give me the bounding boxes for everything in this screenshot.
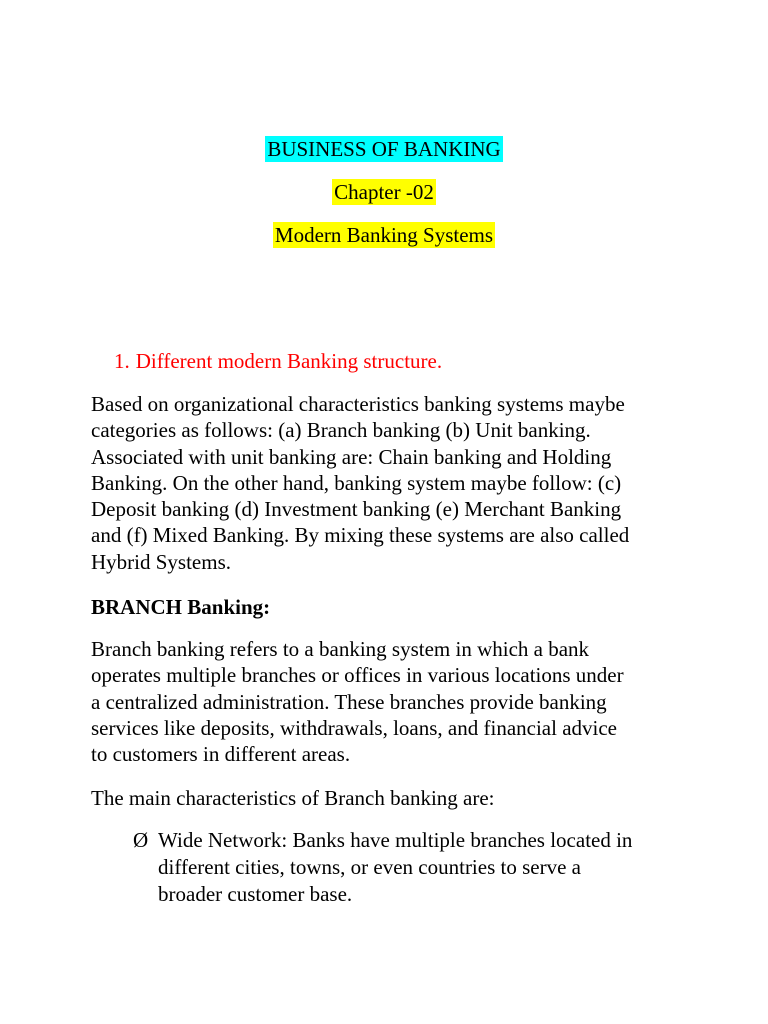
bullet-arrow-icon: Ø — [133, 828, 149, 852]
branch-line: Branch banking refers to a banking system in which a bank — [91, 637, 590, 661]
intro-line: Banking. On the other hand, banking system maybe follow: (c) — [91, 470, 622, 495]
bullet-line: Wide Network: Banks have multiple branches located in — [158, 828, 633, 852]
characteristics-intro — [91, 785, 691, 811]
bullet-line: different cities, towns, or even countries to serve a — [158, 854, 581, 879]
bullet-line: broader customer base. — [158, 881, 353, 906]
characteristics-intro-text: The main characteristics of Branch banking are: — [91, 786, 495, 810]
branch-paragraph — [91, 636, 691, 767]
section-number: 1. — [114, 349, 130, 373]
section-heading — [114, 348, 442, 374]
chapter-line — [0, 179, 768, 205]
intro-line: Hybrid Systems. — [91, 549, 232, 574]
title-line — [0, 136, 768, 162]
intro-line: categories as follows: (a) Branch banking (b) Unit banking. — [91, 418, 591, 443]
branch-line: to customers in different areas. — [91, 742, 351, 767]
intro-line: Based on organizational characteristics banking systems maybe — [91, 392, 625, 416]
intro-line: Deposit banking (d) Investment banking (e) Merchant Banking — [91, 497, 622, 522]
section-heading-text: Different modern Banking structure. — [135, 349, 443, 373]
document-title: BUSINESS OF BANKING — [267, 137, 501, 161]
branch-line: a centralized administration. These branches provide banking — [91, 689, 607, 714]
branch-line: services like deposits, withdrawals, loans, and financial advice — [91, 715, 618, 740]
intro-line: and (f) Mixed Banking. By mixing these systems are also called — [91, 523, 630, 548]
intro-paragraph — [91, 391, 691, 575]
subtitle-line — [0, 222, 768, 248]
branch-banking-heading: BRANCH Banking: — [91, 595, 271, 619]
branch-line: operates multiple branches or offices in various locations under — [91, 663, 624, 688]
chapter-label: Chapter -02 — [334, 180, 434, 204]
intro-line: Associated with unit banking are: Chain banking and Holding — [91, 444, 612, 469]
bullet-item — [133, 827, 693, 907]
document-subtitle: Modern Banking Systems — [274, 223, 494, 247]
